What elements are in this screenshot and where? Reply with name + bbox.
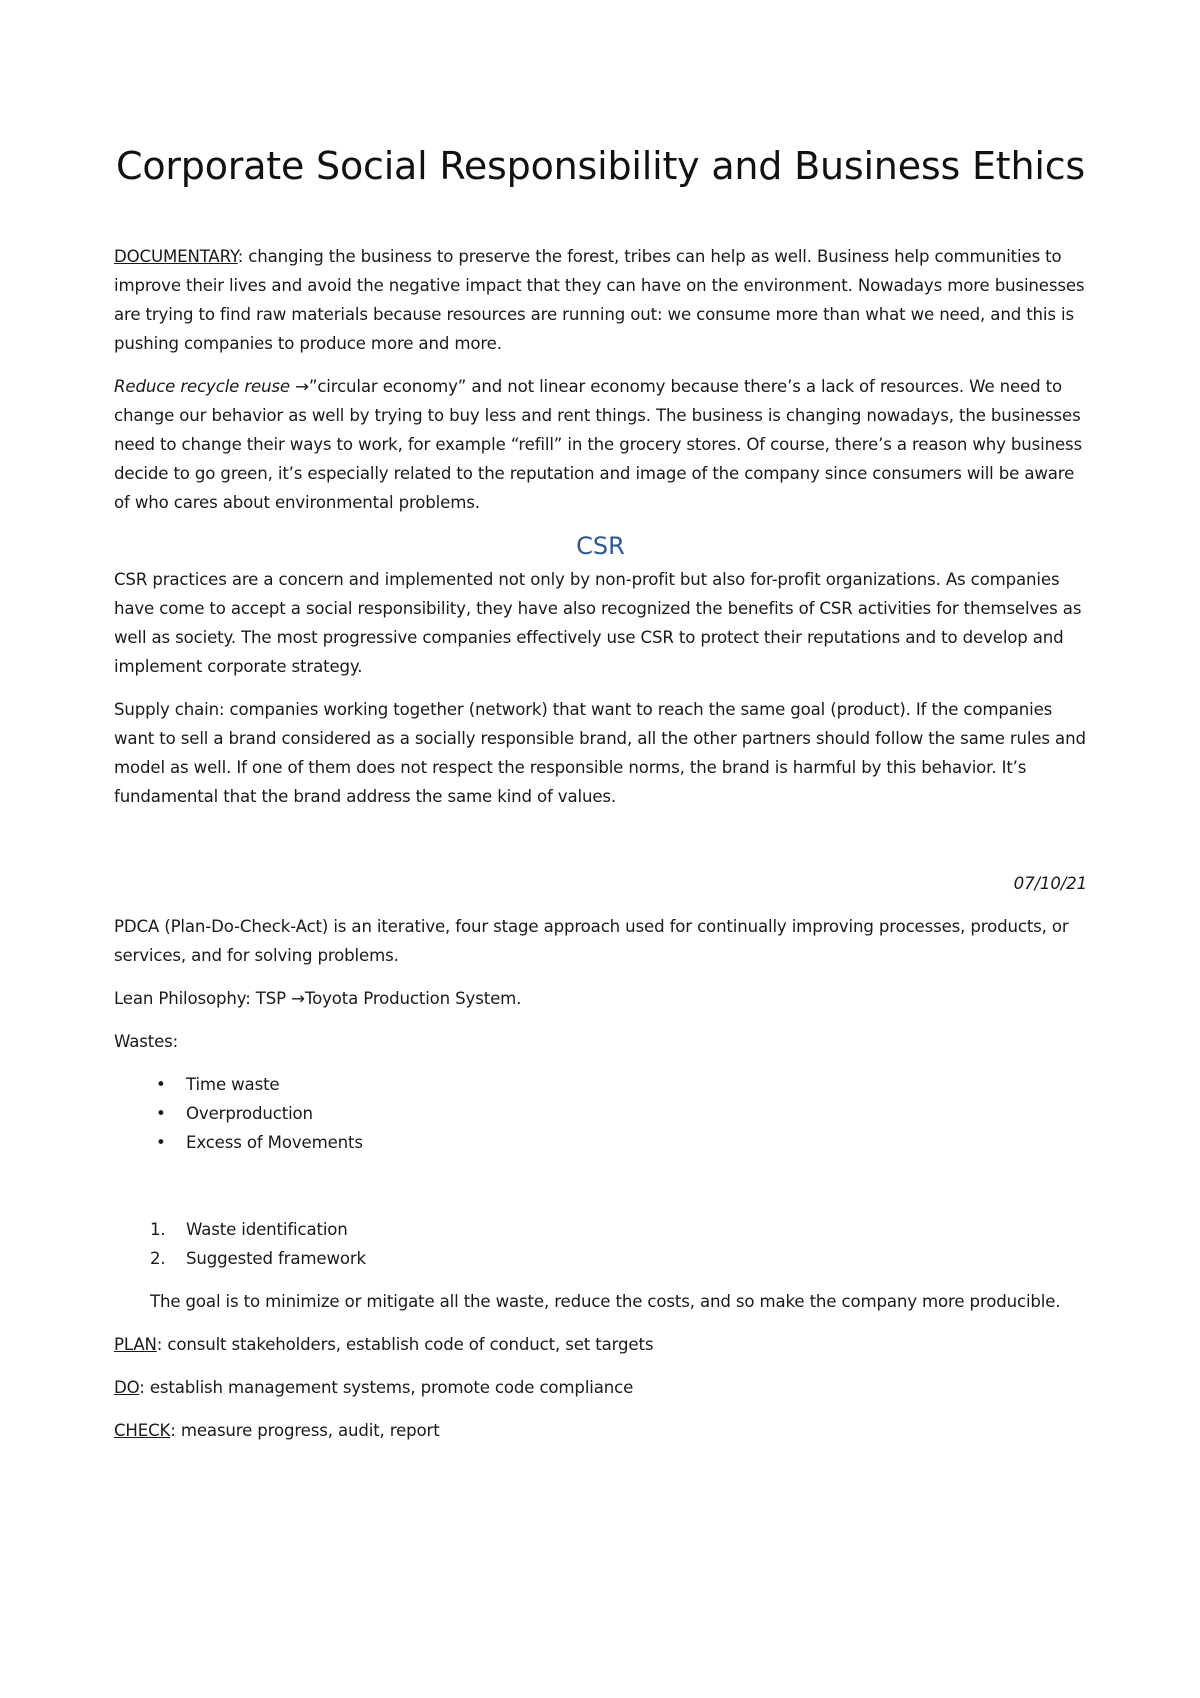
pdca-paragraph: PDCA (Plan-Do-Check-Act) is an iterative, four stage approach used for continually improving processes, products, or services, and for solving problems. (114, 917, 1069, 965)
toyota-production-system-text: Toyota Production System. (304, 989, 522, 1008)
arrow-icon: → (290, 377, 309, 396)
bullet-icon: • (156, 1133, 166, 1152)
lean-philosophy-text: Lean Philosophy: TSP (114, 989, 292, 1008)
check-paragraph: CHECK: measure progress, audit, report (114, 1421, 440, 1440)
bullet-icon: • (156, 1104, 166, 1123)
list-item: 2. Suggested framework (114, 1244, 1087, 1273)
circular-economy-text: ”circular economy” and not linear economy because there’s a lack of resources. We need to change our behavior as well by trying to buy less and rent things. The business is changing nowadays, the businesses need to change their ways to work, for example “refill” in the grocery stores. Of course, there’s a reason why business decide to go green, it’s especially related to the reputation and image of the company since consumers will be aware of who cares about environmental problems. (114, 377, 1083, 512)
documentary-label: DOCUMENTARY (114, 247, 238, 266)
document-title: Corporate Social Responsibility and Business Ethics (116, 144, 1085, 188)
goal-paragraph: The goal is to minimize or mitigate all the waste, reduce the costs, and so make the company more producible. (150, 1292, 1061, 1311)
supply-chain-paragraph: Supply chain: companies working together (network) that want to reach the same goal (product). If the companies want to sell a brand considered as a socially responsible brand, all the other partners should follow the same rules and model as well. If one of them does not respect the responsible norms, the brand is harmful by this behavior. It’s fundamental that the brand address the same kind of values. (114, 700, 1086, 806)
arrow-icon: → (291, 989, 305, 1008)
plan-label: PLAN (114, 1335, 157, 1354)
list-item: • Time waste (114, 1070, 1087, 1099)
csr-heading: CSR (576, 532, 625, 560)
list-item: 1. Waste identification (114, 1215, 1087, 1244)
list-item: • Excess of Movements (114, 1128, 1087, 1157)
wastes-label: Wastes: (114, 1032, 179, 1051)
documentary-text: : changing the business to preserve the forest, tribes can help as well. Business help communities to improve their lives and avoid the negative impact that they can have on the environment. Nowadays more businesses are trying to find raw materials because resources are running out: we consume more than what we need, and this is pushing companies to produce more and more. (114, 247, 1085, 353)
do-label: DO (114, 1378, 140, 1397)
list-number: 2. (150, 1249, 166, 1268)
check-label: CHECK (114, 1421, 171, 1440)
steps-list (114, 1215, 1087, 1273)
lean-philosophy-paragraph (114, 984, 1087, 1013)
plan-paragraph: PLAN: consult stakeholders, establish code of conduct, set targets (114, 1335, 654, 1354)
list-number: 1. (150, 1220, 166, 1239)
list-item: • Overproduction (114, 1099, 1087, 1128)
csr-practices-paragraph: CSR practices are a concern and implemented not only by non-profit but also for-profit organizations. As companies have come to accept a social responsibility, they have also recognized the benefits of CSR activities for themselves as well as society. The most progressive companies effectively use CSR to protect their reputations and to develop and implement corporate strategy. (114, 570, 1082, 676)
bullet-icon: • (156, 1075, 166, 1094)
circular-economy-paragraph (114, 372, 1087, 517)
section-date: 07/10/21 (1013, 874, 1087, 893)
reduce-recycle-reuse-label: Reduce recycle reuse (114, 377, 290, 396)
do-paragraph: DO: establish management systems, promote code compliance (114, 1378, 634, 1397)
wastes-list (114, 1070, 1087, 1157)
documentary-paragraph (114, 242, 1087, 358)
